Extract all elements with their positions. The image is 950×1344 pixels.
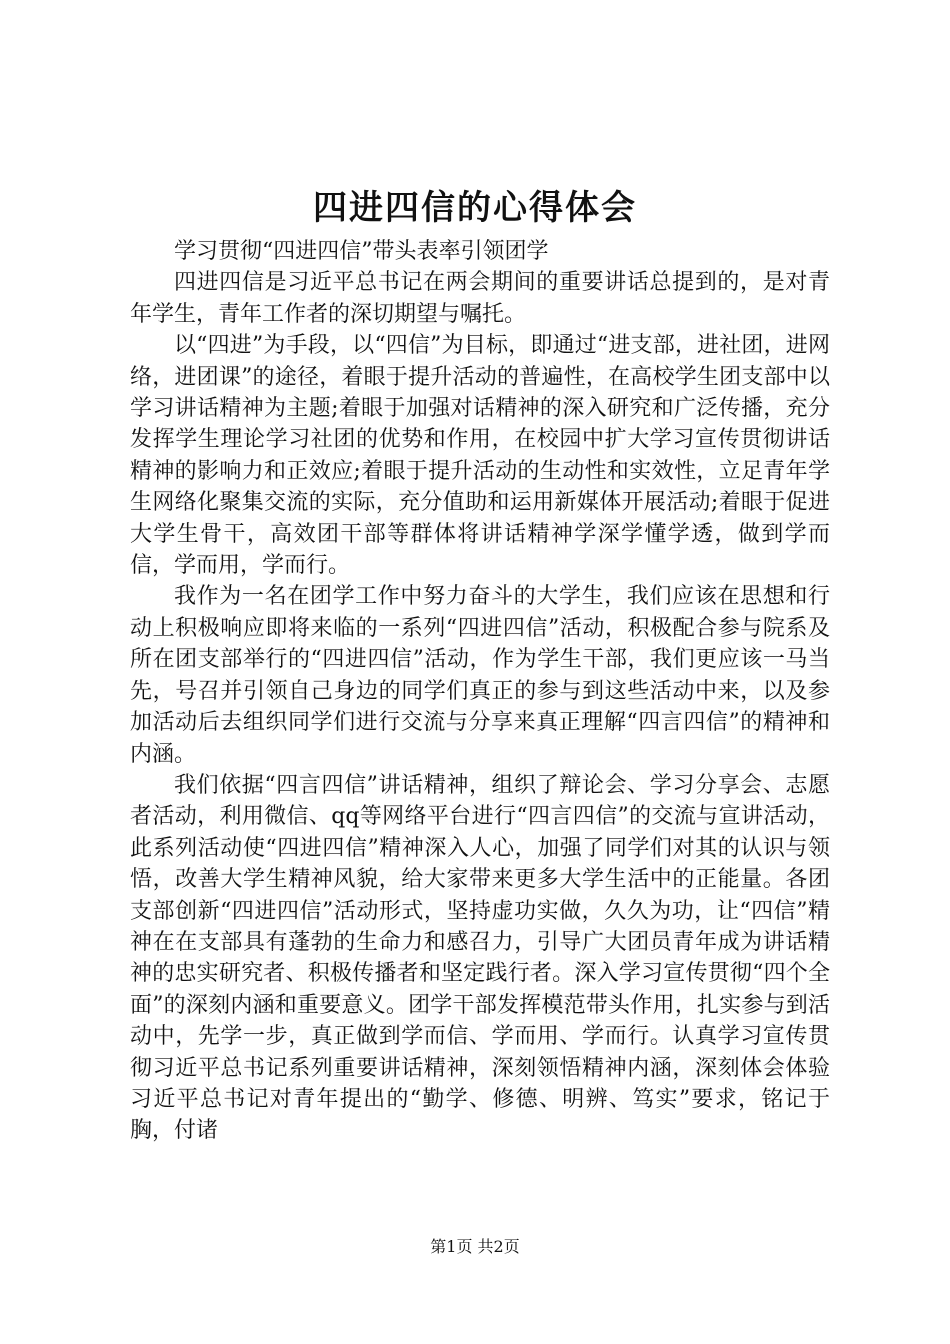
paragraph-2: 以“四进”为手段，以“四信”为目标，即通过“进支部，进社团，进网络，进团课”的途径，着眼于提升活动的普遍性，在高校学生团支部中以学习讲话精神为主题;着眼于加强对话精神的深入研究和广泛传播，充分发挥学生理论学习社团的优势和作用，在校园中扩大学习宣传贯彻讲话精神的影响力和正效应;着眼于提升活动的生动性和实效性，立足青年学生网络化聚集交流的实际，充分值助和运用新媒体开展活动;着眼于促进大学生骨干，高效团干部等群体将讲话精神学深学懂学透，做到学而信，学而用，学而行。: [130, 333, 830, 579]
paragraph-4: 我们依据“四言四信”讲话精神，组织了辩论会、学习分享会、志愿者活动，利用微信、qq等网络平台进行“四言四信”的交流与宣讲活动，此系列活动使“四进四信”精神深入人心，加强了同学们对其的认识与领悟，改善大学生精神风貌，给大家带来更多大学生活中的正能量。各团支部创新“四进四信”活动形式，坚持虚功实做，久久为功，让“四信”精神在在支部具有蓬勃的生命力和感召力，引导广大团员青年成为讲话精神的忠实研究者、积极传播者和坚定践行者。深入学习宣传贯彻“四个全面”的深刻内涵和重要意义。团学干部发挥模范带头作用，扎实参与到活动中，先学一步，真正做到学而信、学而用、学而行。认真学习宣传贯彻习近平总书记系列重要讲话精神，深刻领悟精神内涵，深刻体会体验习近平总书记对青年提出的“勤学、修德、明辨、笃实”要求，铭记于胸，付诸: [130, 772, 830, 1144]
document-title: 四进四信的心得体会: [313, 188, 637, 228]
paragraph-3: 我作为一名在团学工作中努力奋斗的大学生，我们应该在思想和行动上积极响应即将来临的一系列“四进四信”活动，积极配合参与院系及所在团支部举行的“四进四信”活动，作为学生干部，我们更应该一马当先，号召并引领自己身边的同学们真正的参与到这些活动中来，以及参加活动后去组织同学们进行交流与分享来真正理解“四言四信”的精神和内涵。: [130, 584, 830, 767]
page-number-footer: 第1页 共2页: [430, 1237, 520, 1256]
document-body: [130, 236, 830, 1147]
paragraph-subtitle: 学习贯彻“四进四信”带头表率引领团学: [174, 239, 549, 264]
paragraph-1: 四进四信是习近平总书记在两会期间的重要讲话总提到的，是对青年学生，青年工作者的深切期望与嘱托。: [130, 270, 830, 327]
